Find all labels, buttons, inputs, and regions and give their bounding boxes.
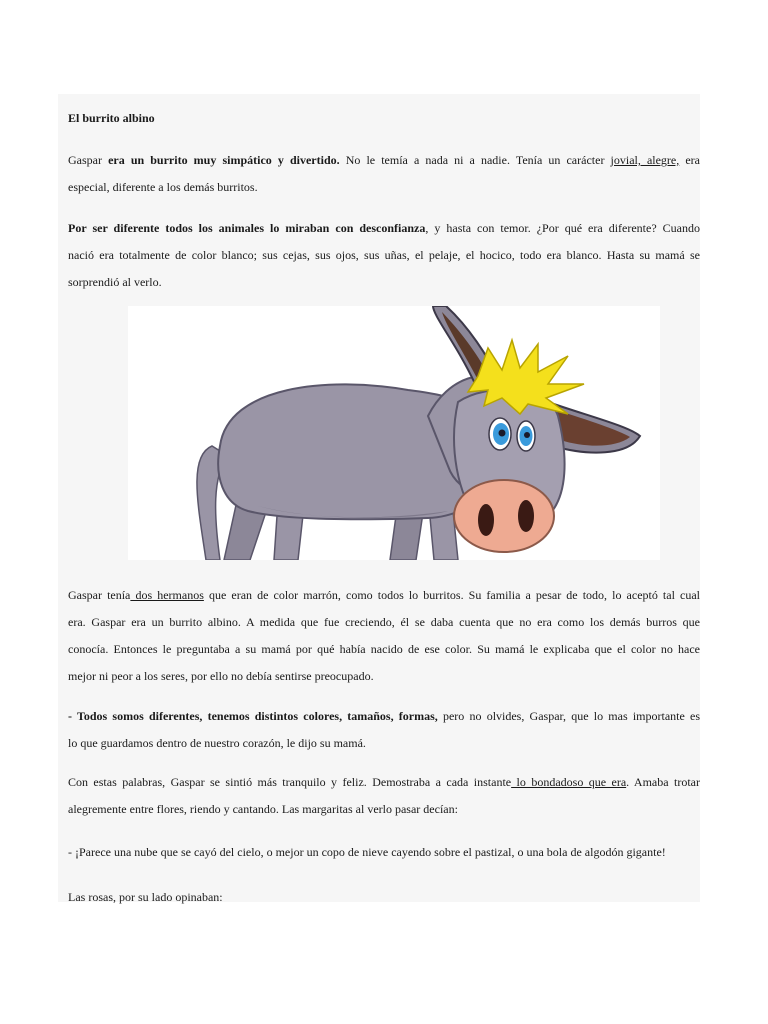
paragraph-2-line-2: nació era totalmente de color blanco; sus cejas, sus ojos, sus uñas, el pelaje, el hocico, todo era blanco. Hasta su mamá se (68, 248, 700, 262)
paragraph-4-line-2: lo que guardamos dentro de nuestro corazón, le dijo su mamá. (68, 736, 366, 750)
paragraph-1-line-1: Gaspar era un burrito muy simpático y divertido. No le temía a nada ni a nadie. Tenía un carácter jovial, alegre, era (68, 153, 701, 167)
paragraph-2-line-3: sorprendió al verlo. (68, 275, 162, 289)
paragraph-4-line-1: - Todos somos diferentes, tenemos distintos colores, tamaños, formas, pero no olvides, Gaspar, que lo mas importante es (68, 709, 700, 723)
donkey-mane (468, 340, 584, 414)
donkey-illustration (128, 306, 660, 560)
paragraph-1-line-2: especial, diferente a los demás burritos. (68, 180, 258, 194)
donkey-right-pupil (524, 432, 530, 438)
donkey-right-nostril (518, 500, 534, 532)
story-title: El burrito albino (68, 111, 155, 125)
paragraph-3-line-3: conocía. Entonces le preguntaba a su mamá por qué había nacido de ese color. Su mamá le explicaba que el color no hace (68, 642, 700, 656)
paragraph-1 (68, 147, 700, 201)
paragraph-5-line-1: Con estas palabras, Gaspar se sintió más tranquilo y feliz. Demostraba a cada instante lo bondadoso que era. Amaba trotar (68, 775, 700, 789)
paragraph-6: - ¡Parece una nube que se cayó del cielo, o mejor un copo de nieve cayendo sobre el pastizal, o una bola de algodón gigante! (68, 845, 666, 859)
donkey-left-nostril (478, 504, 494, 536)
paragraph-2-line-1: Por ser diferente todos los animales lo miraban con desconfianza, y hasta con temor. ¿Por qué era diferente? Cuando (68, 221, 700, 235)
paragraph-3-line-4: mejor ni peor a los seres, por ello no debía sentirse preocupado. (68, 669, 374, 683)
donkey-left-pupil (499, 430, 506, 437)
paragraph-4 (68, 703, 700, 757)
document-page (58, 94, 700, 902)
paragraph-3-line-2: era. Gaspar era un burrito albino. A medida que fue creciendo, él se daba cuenta que no era como los demás burros que (68, 615, 700, 629)
paragraph-3 (68, 582, 700, 690)
paragraph-7: Las rosas, por su lado opinaban: (68, 890, 223, 904)
paragraph-2 (68, 215, 700, 296)
paragraph-5-line-2: alegremente entre flores, riendo y cantando. Las margaritas al verlo pasar decían: (68, 802, 458, 816)
paragraph-3-line-1: Gaspar tenía dos hermanos que eran de color marrón, como todos lo burritos. Su familia a pesar de todo, lo aceptó tal cual (68, 588, 700, 602)
paragraph-5 (68, 769, 700, 823)
donkey-muzzle (454, 480, 554, 552)
